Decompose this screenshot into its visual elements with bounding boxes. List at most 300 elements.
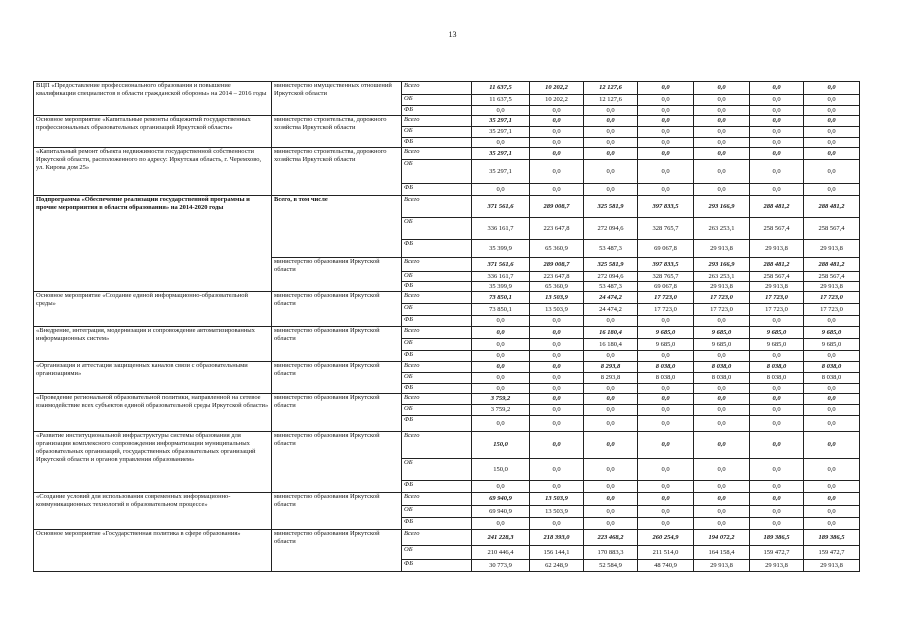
funding-source: ФБ xyxy=(402,384,472,394)
amount-cell: 0,0 xyxy=(530,459,584,481)
amount-cell: 8 293,8 xyxy=(584,373,638,384)
amount-cell: 223 647,8 xyxy=(530,218,584,240)
amount-cell: 0,0 xyxy=(750,82,804,95)
amount-cell: 0,0 xyxy=(804,148,860,160)
amount-cell: 0,0 xyxy=(530,316,584,327)
amount-cell: 288 481,2 xyxy=(804,196,860,218)
amount-cell: 0,0 xyxy=(638,384,694,394)
amount-cell: 0,0 xyxy=(750,394,804,405)
funding-source: ФБ xyxy=(402,518,472,530)
amount-cell: 223 468,2 xyxy=(584,530,638,546)
page-number: 13 xyxy=(448,30,457,39)
amount-cell: 0,0 xyxy=(804,316,860,327)
amount-cell: 0,0 xyxy=(750,432,804,459)
amount-cell: 0,0 xyxy=(638,116,694,127)
amount-cell: 150,0 xyxy=(472,459,530,481)
amount-cell: 29 913,8 xyxy=(694,560,750,572)
amount-cell: 325 581,9 xyxy=(584,258,638,272)
amount-cell: 0,0 xyxy=(804,160,860,184)
amount-cell: 17 723,0 xyxy=(694,292,750,304)
funding-source: ОБ xyxy=(402,506,472,518)
amount-cell: 218 393,0 xyxy=(530,530,584,546)
amount-cell: 336 161,7 xyxy=(472,272,530,282)
funding-source: ОБ xyxy=(402,546,472,560)
amount-cell: 159 472,7 xyxy=(804,546,860,560)
amount-cell: 0,0 xyxy=(472,416,530,432)
amount-cell: 0,0 xyxy=(694,127,750,138)
amount-cell: 9 685,0 xyxy=(694,339,750,351)
table-row xyxy=(34,82,860,95)
amount-cell: 17 723,0 xyxy=(638,304,694,316)
amount-cell: 73 850,1 xyxy=(472,304,530,316)
amount-cell: 0,0 xyxy=(638,394,694,405)
amount-cell: 0,0 xyxy=(638,506,694,518)
funding-source: Всего xyxy=(402,362,472,373)
amount-cell: 29 913,8 xyxy=(804,240,860,258)
amount-cell: 8 038,0 xyxy=(638,362,694,373)
amount-cell: 0,0 xyxy=(694,416,750,432)
funding-source: ОБ xyxy=(402,459,472,481)
amount-cell: 0,0 xyxy=(530,481,584,493)
amount-cell: 13 503,9 xyxy=(530,493,584,506)
amount-cell: 0,0 xyxy=(584,148,638,160)
amount-cell: 29 913,8 xyxy=(804,282,860,292)
amount-cell: 0,0 xyxy=(638,82,694,95)
amount-cell: 288 481,2 xyxy=(804,258,860,272)
amount-cell: 0,0 xyxy=(750,459,804,481)
executor: министерство образования Иркутской области xyxy=(272,258,402,292)
amount-cell: 0,0 xyxy=(472,106,530,116)
amount-cell: 0,0 xyxy=(530,518,584,530)
table-row xyxy=(34,116,860,127)
amount-cell: 0,0 xyxy=(804,95,860,106)
amount-cell: 29 913,8 xyxy=(694,282,750,292)
amount-cell: 8 038,0 xyxy=(804,373,860,384)
amount-cell: 371 561,6 xyxy=(472,196,530,218)
amount-cell: 0,0 xyxy=(694,459,750,481)
amount-cell: 13 503,9 xyxy=(530,506,584,518)
amount-cell: 0,0 xyxy=(750,481,804,493)
amount-cell: 289 008,7 xyxy=(530,196,584,218)
amount-cell: 0,0 xyxy=(584,384,638,394)
amount-cell: 156 144,1 xyxy=(530,546,584,560)
funding-source: ФБ xyxy=(402,240,472,258)
amount-cell: 258 567,4 xyxy=(804,272,860,282)
table-row xyxy=(34,148,860,160)
amount-cell: 0,0 xyxy=(472,481,530,493)
amount-cell: 0,0 xyxy=(694,160,750,184)
table-row xyxy=(34,432,860,459)
table-row xyxy=(34,196,860,218)
amount-cell: 3 759,2 xyxy=(472,405,530,416)
amount-cell: 9 685,0 xyxy=(750,339,804,351)
amount-cell: 9 685,0 xyxy=(750,327,804,339)
executor: министерство образования Иркутской области xyxy=(272,362,402,394)
amount-cell: 35 297,1 xyxy=(472,127,530,138)
amount-cell: 371 561,6 xyxy=(472,258,530,272)
amount-cell: 0,0 xyxy=(804,481,860,493)
amount-cell: 0,0 xyxy=(804,127,860,138)
executor: министерство образования Иркутской области xyxy=(272,292,402,327)
amount-cell: 9 685,0 xyxy=(694,327,750,339)
amount-cell: 0,0 xyxy=(694,405,750,416)
amount-cell: 263 253,1 xyxy=(694,218,750,240)
amount-cell: 0,0 xyxy=(530,351,584,362)
funding-source: ФБ xyxy=(402,106,472,116)
activity-name: Основное мероприятие «Создание единой информационно-образовательной среды» xyxy=(34,292,272,327)
amount-cell: 0,0 xyxy=(472,316,530,327)
amount-cell: 260 254,9 xyxy=(638,530,694,546)
amount-cell: 0,0 xyxy=(472,339,530,351)
funding-source: Всего xyxy=(402,148,472,160)
amount-cell: 0,0 xyxy=(584,459,638,481)
amount-cell: 0,0 xyxy=(530,160,584,184)
amount-cell: 69 940,9 xyxy=(472,506,530,518)
amount-cell: 69 067,8 xyxy=(638,240,694,258)
amount-cell: 0,0 xyxy=(694,384,750,394)
amount-cell: 69 067,8 xyxy=(638,282,694,292)
amount-cell: 328 765,7 xyxy=(638,272,694,282)
table-row xyxy=(34,327,860,339)
funding-source: Всего xyxy=(402,116,472,127)
funding-source: ОБ xyxy=(402,272,472,282)
amount-cell: 325 581,9 xyxy=(584,196,638,218)
amount-cell: 0,0 xyxy=(804,493,860,506)
amount-cell: 0,0 xyxy=(804,432,860,459)
amount-cell: 289 008,7 xyxy=(530,258,584,272)
amount-cell: 9 685,0 xyxy=(638,339,694,351)
amount-cell: 0,0 xyxy=(694,184,750,196)
amount-cell: 0,0 xyxy=(472,184,530,196)
amount-cell: 0,0 xyxy=(530,362,584,373)
amount-cell: 29 913,8 xyxy=(750,560,804,572)
amount-cell: 258 567,4 xyxy=(750,272,804,282)
amount-cell: 194 072,2 xyxy=(694,530,750,546)
amount-cell: 272 094,6 xyxy=(584,272,638,282)
amount-cell: 0,0 xyxy=(694,481,750,493)
amount-cell: 397 833,5 xyxy=(638,258,694,272)
amount-cell: 0,0 xyxy=(750,316,804,327)
amount-cell: 0,0 xyxy=(804,82,860,95)
table-row xyxy=(34,292,860,304)
amount-cell: 30 773,9 xyxy=(472,560,530,572)
amount-cell: 0,0 xyxy=(530,106,584,116)
amount-cell: 3 759,2 xyxy=(472,394,530,405)
amount-cell: 12 127,6 xyxy=(584,82,638,95)
amount-cell: 0,0 xyxy=(638,160,694,184)
amount-cell: 0,0 xyxy=(638,481,694,493)
amount-cell: 0,0 xyxy=(750,138,804,148)
amount-cell: 17 723,0 xyxy=(694,304,750,316)
amount-cell: 0,0 xyxy=(638,351,694,362)
amount-cell: 8 038,0 xyxy=(694,373,750,384)
amount-cell: 0,0 xyxy=(530,373,584,384)
amount-cell: 0,0 xyxy=(530,432,584,459)
amount-cell: 0,0 xyxy=(804,116,860,127)
funding-source: Всего xyxy=(402,258,472,272)
amount-cell: 0,0 xyxy=(750,127,804,138)
amount-cell: 0,0 xyxy=(750,116,804,127)
amount-cell: 0,0 xyxy=(804,184,860,196)
amount-cell: 0,0 xyxy=(584,432,638,459)
amount-cell: 0,0 xyxy=(694,148,750,160)
funding-source: ФБ xyxy=(402,282,472,292)
amount-cell: 0,0 xyxy=(750,384,804,394)
amount-cell: 189 386,5 xyxy=(804,530,860,546)
amount-cell: 0,0 xyxy=(584,518,638,530)
funding-source: ФБ xyxy=(402,316,472,327)
funding-source: Всего xyxy=(402,196,472,218)
amount-cell: 73 850,1 xyxy=(472,292,530,304)
amount-cell: 16 180,4 xyxy=(584,339,638,351)
amount-cell: 0,0 xyxy=(804,106,860,116)
table-row xyxy=(34,530,860,546)
amount-cell: 0,0 xyxy=(584,116,638,127)
amount-cell: 17 723,0 xyxy=(804,304,860,316)
amount-cell: 258 567,4 xyxy=(804,218,860,240)
amount-cell: 65 360,9 xyxy=(530,282,584,292)
amount-cell: 9 685,0 xyxy=(804,339,860,351)
amount-cell: 0,0 xyxy=(750,518,804,530)
amount-cell: 0,0 xyxy=(530,384,584,394)
amount-cell: 150,0 xyxy=(472,432,530,459)
amount-cell: 8 038,0 xyxy=(750,373,804,384)
amount-cell: 0,0 xyxy=(804,416,860,432)
amount-cell: 0,0 xyxy=(638,459,694,481)
amount-cell: 29 913,8 xyxy=(804,560,860,572)
funding-source: ФБ xyxy=(402,184,472,196)
amount-cell: 0,0 xyxy=(694,138,750,148)
activity-name: Основное мероприятие «Государственная политика в сфере образования» xyxy=(34,530,272,572)
amount-cell: 0,0 xyxy=(530,148,584,160)
amount-cell: 0,0 xyxy=(750,405,804,416)
amount-cell: 62 248,9 xyxy=(530,560,584,572)
amount-cell: 0,0 xyxy=(472,351,530,362)
amount-cell: 0,0 xyxy=(750,148,804,160)
amount-cell: 8 038,0 xyxy=(638,373,694,384)
amount-cell: 29 913,8 xyxy=(750,240,804,258)
amount-cell: 0,0 xyxy=(694,518,750,530)
amount-cell: 0,0 xyxy=(804,405,860,416)
amount-cell: 0,0 xyxy=(584,316,638,327)
amount-cell: 69 940,9 xyxy=(472,493,530,506)
amount-cell: 8 293,8 xyxy=(584,362,638,373)
amount-cell: 8 038,0 xyxy=(694,362,750,373)
amount-cell: 288 481,2 xyxy=(750,258,804,272)
amount-cell: 0,0 xyxy=(472,362,530,373)
funding-source: ФБ xyxy=(402,351,472,362)
amount-cell: 0,0 xyxy=(638,316,694,327)
amount-cell: 0,0 xyxy=(472,518,530,530)
amount-cell: 0,0 xyxy=(638,138,694,148)
funding-source: ФБ xyxy=(402,560,472,572)
amount-cell: 0,0 xyxy=(638,127,694,138)
activity-name: ВЦП «Предоставление профессионального образования и повышение квалификации специалистов в области гражданской обороны» на 2014 – 2016 годы xyxy=(34,82,272,116)
funding-source: ОБ xyxy=(402,304,472,316)
amount-cell: 0,0 xyxy=(584,184,638,196)
amount-cell: 29 913,8 xyxy=(750,282,804,292)
amount-cell: 0,0 xyxy=(804,351,860,362)
amount-cell: 0,0 xyxy=(472,384,530,394)
amount-cell: 12 127,6 xyxy=(584,95,638,106)
amount-cell: 272 094,6 xyxy=(584,218,638,240)
executor: министерство имущественных отношений Иркутской области xyxy=(272,82,402,116)
amount-cell: 241 228,3 xyxy=(472,530,530,546)
amount-cell: 0,0 xyxy=(530,116,584,127)
amount-cell: 10 202,2 xyxy=(530,82,584,95)
amount-cell: 0,0 xyxy=(750,106,804,116)
funding-source: Всего xyxy=(402,432,472,459)
amount-cell: 336 161,7 xyxy=(472,218,530,240)
activity-name: «Капитальный ремонт объекта недвижимости государственной собственности Иркутской области, расположенного по адресу: Иркутская область, г. Черемхово, ул. Кирова дом 25» xyxy=(34,148,272,196)
amount-cell: 8 038,0 xyxy=(804,362,860,373)
amount-cell: 0,0 xyxy=(638,518,694,530)
budget-table xyxy=(33,81,860,572)
amount-cell: 13 503,9 xyxy=(530,304,584,316)
amount-cell: 0,0 xyxy=(694,351,750,362)
executor: Всего, в том числе xyxy=(272,196,402,258)
executor: министерство образования Иркутской области xyxy=(272,432,402,493)
funding-source: ФБ xyxy=(402,138,472,148)
amount-cell: 0,0 xyxy=(584,351,638,362)
amount-cell: 0,0 xyxy=(638,416,694,432)
funding-source: ОБ xyxy=(402,127,472,138)
activity-name: «Развитие институциональной инфраструктуры системы образования для организации комплексного сопровождения информатизации муниципальных образовательных организаций, государственных образовательных организаций Иркутской области и органов управления образованием» xyxy=(34,432,272,493)
amount-cell: 52 584,9 xyxy=(584,560,638,572)
activity-name: Основное мероприятие «Капитальные ремонты общежитий государственных профессиональных образовательных организаций Иркутской области» xyxy=(34,116,272,148)
amount-cell: 0,0 xyxy=(530,394,584,405)
amount-cell: 293 166,9 xyxy=(694,258,750,272)
amount-cell: 35 399,9 xyxy=(472,240,530,258)
funding-source: ОБ xyxy=(402,373,472,384)
amount-cell: 0,0 xyxy=(750,95,804,106)
amount-cell: 0,0 xyxy=(750,184,804,196)
executor: министерство образования Иркутской области xyxy=(272,530,402,572)
amount-cell: 0,0 xyxy=(530,138,584,148)
amount-cell: 0,0 xyxy=(638,106,694,116)
amount-cell: 24 474,2 xyxy=(584,292,638,304)
amount-cell: 0,0 xyxy=(472,327,530,339)
amount-cell: 35 297,1 xyxy=(472,160,530,184)
amount-cell: 0,0 xyxy=(750,160,804,184)
amount-cell: 0,0 xyxy=(638,493,694,506)
amount-cell: 0,0 xyxy=(750,351,804,362)
activity-name: «Внедрение, интеграция, модернизация и сопровождение автоматизированных информационных систем» xyxy=(34,327,272,362)
amount-cell: 24 474,2 xyxy=(584,304,638,316)
amount-cell: 0,0 xyxy=(584,160,638,184)
amount-cell: 0,0 xyxy=(804,459,860,481)
amount-cell: 397 833,5 xyxy=(638,196,694,218)
amount-cell: 0,0 xyxy=(584,394,638,405)
amount-cell: 0,0 xyxy=(530,416,584,432)
amount-cell: 35 399,9 xyxy=(472,282,530,292)
amount-cell: 164 158,4 xyxy=(694,546,750,560)
amount-cell: 210 446,4 xyxy=(472,546,530,560)
activity-name: «Организация и аттестация защищенных каналов связи с образовательными организациями» xyxy=(34,362,272,394)
amount-cell: 29 913,8 xyxy=(694,240,750,258)
amount-cell: 170 883,3 xyxy=(584,546,638,560)
amount-cell: 0,0 xyxy=(694,432,750,459)
amount-cell: 0,0 xyxy=(750,506,804,518)
amount-cell: 35 297,1 xyxy=(472,148,530,160)
executor: министерство строительства, дорожного хозяйства Иркутской области xyxy=(272,116,402,148)
amount-cell: 0,0 xyxy=(804,506,860,518)
amount-cell: 0,0 xyxy=(472,138,530,148)
amount-cell: 10 202,2 xyxy=(530,95,584,106)
executor: министерство образования Иркутской области xyxy=(272,394,402,432)
amount-cell: 211 514,0 xyxy=(638,546,694,560)
amount-cell: 293 166,9 xyxy=(694,196,750,218)
amount-cell: 0,0 xyxy=(530,184,584,196)
amount-cell: 11 637,5 xyxy=(472,82,530,95)
table-row xyxy=(34,493,860,506)
amount-cell: 0,0 xyxy=(530,127,584,138)
amount-cell: 0,0 xyxy=(694,394,750,405)
amount-cell: 0,0 xyxy=(694,82,750,95)
amount-cell: 0,0 xyxy=(584,138,638,148)
amount-cell: 0,0 xyxy=(750,493,804,506)
amount-cell: 0,0 xyxy=(584,481,638,493)
funding-source: ОБ xyxy=(402,339,472,351)
executor: министерство образования Иркутской области xyxy=(272,327,402,362)
activity-name: «Проведение региональной образовательной политики, направленной на сетевое взаимодействие всех субъектов единой образовательной среды Иркутской области» xyxy=(34,394,272,432)
funding-source: Всего xyxy=(402,394,472,405)
amount-cell: 0,0 xyxy=(530,327,584,339)
amount-cell: 9 685,0 xyxy=(638,327,694,339)
amount-cell: 0,0 xyxy=(694,106,750,116)
amount-cell: 263 253,1 xyxy=(694,272,750,282)
amount-cell: 0,0 xyxy=(584,127,638,138)
amount-cell: 17 723,0 xyxy=(750,292,804,304)
amount-cell: 159 472,7 xyxy=(750,546,804,560)
amount-cell: 0,0 xyxy=(694,116,750,127)
amount-cell: 0,0 xyxy=(694,493,750,506)
table-row xyxy=(34,362,860,373)
amount-cell: 328 765,7 xyxy=(638,218,694,240)
amount-cell: 9 685,0 xyxy=(804,327,860,339)
amount-cell: 0,0 xyxy=(694,506,750,518)
amount-cell: 8 038,0 xyxy=(750,362,804,373)
amount-cell: 0,0 xyxy=(638,432,694,459)
amount-cell: 0,0 xyxy=(638,184,694,196)
funding-source: ОБ xyxy=(402,160,472,184)
amount-cell: 48 740,9 xyxy=(638,560,694,572)
amount-cell: 0,0 xyxy=(694,95,750,106)
amount-cell: 0,0 xyxy=(584,405,638,416)
executor: министерство образования Иркутской области xyxy=(272,493,402,530)
amount-cell: 0,0 xyxy=(804,394,860,405)
funding-source: Всего xyxy=(402,82,472,95)
amount-cell: 0,0 xyxy=(584,106,638,116)
amount-cell: 0,0 xyxy=(638,95,694,106)
amount-cell: 189 386,5 xyxy=(750,530,804,546)
amount-cell: 53 487,3 xyxy=(584,282,638,292)
funding-source: ФБ xyxy=(402,481,472,493)
funding-source: ОБ xyxy=(402,218,472,240)
funding-source: Всего xyxy=(402,493,472,506)
amount-cell: 0,0 xyxy=(804,518,860,530)
amount-cell: 223 647,8 xyxy=(530,272,584,282)
funding-source: Всего xyxy=(402,530,472,546)
funding-source: Всего xyxy=(402,292,472,304)
amount-cell: 0,0 xyxy=(530,339,584,351)
table-row xyxy=(34,394,860,405)
amount-cell: 53 487,3 xyxy=(584,240,638,258)
amount-cell: 0,0 xyxy=(638,148,694,160)
executor: министерство строительства, дорожного хозяйства Иркутской области xyxy=(272,148,402,196)
amount-cell: 35 297,1 xyxy=(472,116,530,127)
funding-source: ОБ xyxy=(402,95,472,106)
